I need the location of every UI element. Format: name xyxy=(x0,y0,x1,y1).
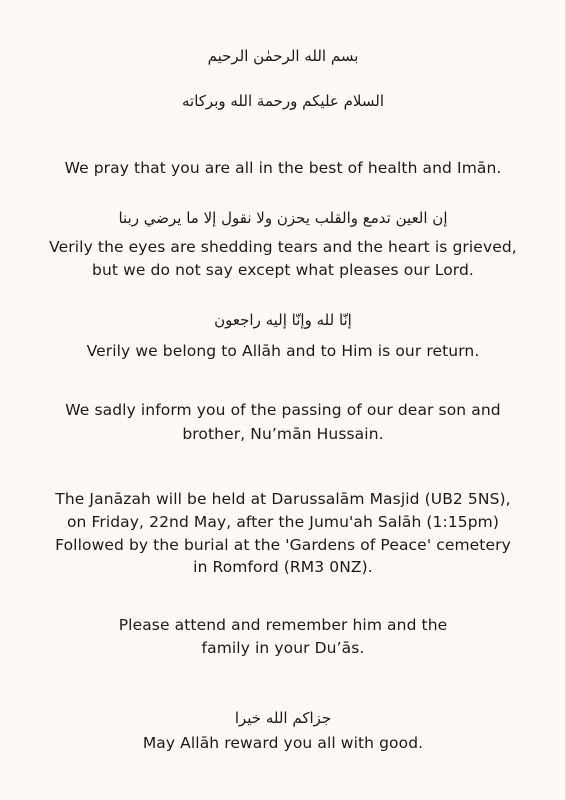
hadith-english-line-2: but we do not say except what pleases our Lord. xyxy=(92,261,474,279)
istirja-arabic-text: إنّا لله وإنّا إليه راجعون xyxy=(214,311,352,329)
thanks-arabic-text: جزاكم الله خيرا xyxy=(234,709,332,727)
janazah-line-4: in Romford (RM3 0NZ). xyxy=(193,558,373,576)
salam-text: السلام عليكم ورحمة الله وبركاته xyxy=(182,92,384,110)
request-line-2: family in your Du’ās. xyxy=(201,639,365,657)
janazah-line-1: The Janāzah will be held at Darussalām Masjid (UB2 5NS), xyxy=(55,490,511,508)
bismillah-text: بسم الله الرحمٰن الرحيم xyxy=(207,47,359,65)
hadith-arabic-text: إن العين تدمع والقلب يحزن ولا نقول إلا ما يرضي ربنا xyxy=(118,209,448,227)
janazah-line-2: on Friday, 22nd May, after the Jumu'ah Salāh (1:15pm) xyxy=(66,513,500,531)
janazah-line-3: Followed by the burial at the 'Gardens of Peace' cemetery xyxy=(55,536,511,554)
thanks-english-text: May Allāh reward you all with good. xyxy=(142,734,424,752)
istirja-english-text: Verily we belong to Allāh and to Him is our return. xyxy=(86,342,480,360)
announcement-line-2: brother, Nu’mān Hussain. xyxy=(182,425,384,443)
greeting-text: We pray that you are all in the best of health and Imān. xyxy=(64,159,502,177)
request-line-1: Please attend and remember him and the xyxy=(118,616,448,634)
announcement-line-1: We sadly inform you of the passing of our dear son and xyxy=(65,401,501,419)
hadith-english-line-1: Verily the eyes are shedding tears and the heart is grieved, xyxy=(49,238,517,256)
